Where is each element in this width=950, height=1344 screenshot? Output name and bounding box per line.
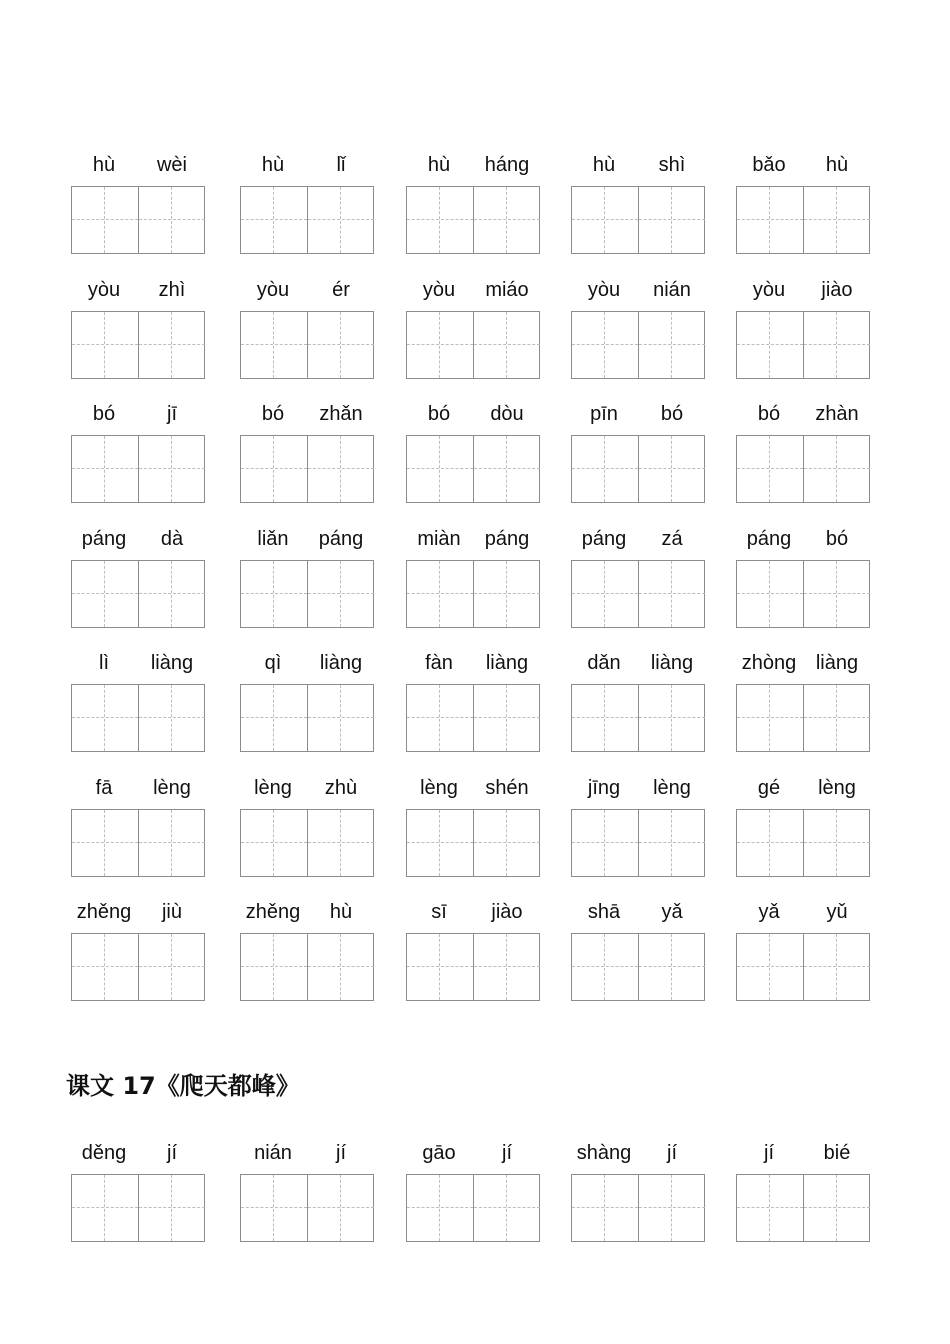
tianzige-cell[interactable] (473, 436, 540, 502)
tianzige-cell[interactable] (803, 685, 870, 751)
pinyin-word-item (240, 527, 376, 617)
pinyin-syllable: shén (485, 777, 529, 799)
lesson-title: 课文 17《爬天都峰》 (66, 1072, 300, 1100)
tianzige-cell[interactable] (737, 187, 803, 253)
writing-grid (406, 435, 540, 503)
tianzige-cell[interactable] (473, 934, 540, 1000)
writing-grid (571, 684, 705, 752)
pinyin-syllable: jí (502, 1142, 512, 1164)
tianzige-cell[interactable] (572, 934, 638, 1000)
pinyin-syllable: bó (261, 403, 285, 425)
writing-grid (736, 809, 870, 877)
pinyin-word-item (240, 776, 376, 866)
pinyin-word-item (571, 527, 707, 617)
writing-grid (571, 809, 705, 877)
tianzige-cell[interactable] (737, 685, 803, 751)
writing-grid (736, 435, 870, 503)
tianzige-cell[interactable] (737, 312, 803, 378)
pinyin-word-item (736, 402, 872, 492)
tianzige-cell[interactable] (138, 1175, 205, 1241)
tianzige-cell[interactable] (138, 187, 205, 253)
writing-grid (571, 1174, 705, 1242)
pinyin-syllable: yòu (87, 279, 121, 301)
pinyin-syllable: jiù (161, 901, 182, 923)
tianzige-cell[interactable] (803, 187, 870, 253)
tianzige-cell[interactable] (572, 561, 638, 627)
pinyin-syllable: yǔ (826, 901, 848, 923)
pinyin-syllable: miáo (485, 279, 529, 301)
pinyin-syllable: yòu (422, 279, 456, 301)
pinyin-word-item (736, 278, 872, 368)
tianzige-cell[interactable] (572, 312, 638, 378)
tianzige-cell[interactable] (241, 561, 307, 627)
tianzige-cell[interactable] (241, 1175, 307, 1241)
writing-grid (240, 560, 374, 628)
pinyin-syllable: liǎn (257, 528, 289, 550)
pinyin-word-item (571, 402, 707, 492)
pinyin-syllable: hù (329, 901, 353, 923)
writing-grid (406, 560, 540, 628)
pinyin-syllable: liàng (485, 652, 529, 674)
tianzige-cell[interactable] (241, 934, 307, 1000)
tianzige-cell[interactable] (407, 312, 473, 378)
tianzige-cell[interactable] (803, 1175, 870, 1241)
tianzige-cell[interactable] (138, 934, 205, 1000)
tianzige-cell[interactable] (737, 561, 803, 627)
pinyin-syllable: nián (653, 279, 691, 301)
writing-grid (71, 1174, 205, 1242)
pinyin-syllable: miàn (417, 528, 461, 550)
tianzige-cell[interactable] (737, 934, 803, 1000)
writing-grid (736, 933, 870, 1001)
tianzige-cell[interactable] (803, 436, 870, 502)
pinyin-syllable: zhǎn (319, 403, 363, 425)
pinyin-syllable: děng (81, 1142, 127, 1164)
pinyin-word-item (571, 153, 707, 243)
pinyin-syllable: liàng (650, 652, 694, 674)
tianzige-cell[interactable] (138, 561, 205, 627)
pinyin-word-item (571, 1141, 707, 1231)
pinyin-syllable: wèi (156, 154, 187, 176)
pinyin-word-item (71, 402, 207, 492)
writing-grid (71, 311, 205, 379)
tianzige-cell[interactable] (473, 685, 540, 751)
pinyin-word-item (71, 651, 207, 741)
pinyin-syllable: pīn (590, 403, 618, 425)
tianzige-cell[interactable] (473, 312, 540, 378)
tianzige-cell[interactable] (72, 436, 138, 502)
pinyin-word-item (240, 278, 376, 368)
tianzige-cell[interactable] (473, 561, 540, 627)
writing-grid (571, 933, 705, 1001)
pinyin-syllable: liàng (319, 652, 363, 674)
tianzige-cell[interactable] (241, 685, 307, 751)
writing-grid (71, 809, 205, 877)
writing-grid (71, 435, 205, 503)
tianzige-cell[interactable] (72, 561, 138, 627)
tianzige-cell[interactable] (572, 810, 638, 876)
word-row (0, 153, 950, 243)
writing-grid (571, 560, 705, 628)
writing-grid (571, 311, 705, 379)
pinyin-word-item (240, 153, 376, 243)
writing-grid (571, 435, 705, 503)
pinyin-word-item (736, 776, 872, 866)
tianzige-cell[interactable] (307, 312, 374, 378)
tianzige-cell[interactable] (138, 312, 205, 378)
pinyin-word-item (71, 278, 207, 368)
pinyin-syllable: lǐ (336, 154, 346, 176)
pinyin-syllable: páng (318, 528, 364, 550)
writing-grid (406, 809, 540, 877)
word-row (0, 776, 950, 866)
writing-grid (406, 933, 540, 1001)
tianzige-cell[interactable] (241, 312, 307, 378)
pinyin-syllable: jiào (821, 279, 853, 301)
tianzige-cell[interactable] (638, 561, 705, 627)
word-row (0, 900, 950, 990)
tianzige-cell[interactable] (638, 810, 705, 876)
pinyin-syllable: jí (167, 1142, 177, 1164)
pinyin-syllable: ér (332, 279, 350, 301)
tianzige-cell[interactable] (72, 685, 138, 751)
pinyin-syllable: yǎ (758, 901, 780, 923)
writing-grid (240, 435, 374, 503)
pinyin-syllable: páng (81, 528, 127, 550)
pinyin-syllable: gāo (422, 1142, 456, 1164)
pinyin-syllable: fàn (425, 652, 453, 674)
pinyin-word-item (571, 900, 707, 990)
pinyin-syllable: bó (660, 403, 684, 425)
pinyin-syllable: shā (587, 901, 621, 923)
pinyin-syllable: jiào (491, 901, 523, 923)
tianzige-cell[interactable] (803, 934, 870, 1000)
pinyin-syllable: gé (757, 777, 781, 799)
pinyin-word-item (736, 651, 872, 741)
pinyin-word-item (240, 651, 376, 741)
pinyin-word-item (71, 900, 207, 990)
pinyin-syllable: sī (431, 901, 447, 923)
pinyin-syllable: zhì (158, 279, 186, 301)
pinyin-word-item (240, 900, 376, 990)
pinyin-word-item (736, 900, 872, 990)
pinyin-syllable: dǎn (587, 652, 621, 674)
pinyin-word-item (406, 651, 542, 741)
pinyin-word-item (71, 153, 207, 243)
word-row (0, 651, 950, 741)
pinyin-syllable: zhěng (76, 901, 132, 923)
tianzige-cell[interactable] (241, 436, 307, 502)
tianzige-cell[interactable] (638, 685, 705, 751)
pinyin-word-item (571, 278, 707, 368)
pinyin-syllable: shì (658, 154, 686, 176)
writing-grid (71, 684, 205, 752)
tianzige-cell[interactable] (307, 187, 374, 253)
pinyin-syllable: zhěng (245, 901, 301, 923)
word-row (0, 527, 950, 617)
writing-grid (736, 560, 870, 628)
pinyin-syllable: páng (746, 528, 792, 550)
pinyin-syllable: hù (592, 154, 616, 176)
tianzige-cell[interactable] (72, 810, 138, 876)
writing-grid (71, 186, 205, 254)
pinyin-syllable: bó (825, 528, 849, 550)
pinyin-syllable: liàng (815, 652, 859, 674)
pinyin-syllable: hù (261, 154, 285, 176)
pinyin-word-item (240, 402, 376, 492)
pinyin-syllable: jīng (587, 777, 621, 799)
pinyin-syllable: bié (823, 1142, 851, 1164)
tianzige-cell[interactable] (138, 685, 205, 751)
tianzige-cell[interactable] (72, 1175, 138, 1241)
pinyin-syllable: lì (99, 652, 109, 674)
pinyin-word-item (406, 402, 542, 492)
word-row (0, 1141, 950, 1231)
tianzige-cell[interactable] (407, 934, 473, 1000)
tianzige-cell[interactable] (307, 1175, 374, 1241)
writing-grid (571, 186, 705, 254)
writing-grid (406, 1174, 540, 1242)
tianzige-cell[interactable] (473, 187, 540, 253)
writing-grid (71, 933, 205, 1001)
pinyin-syllable: háng (484, 154, 530, 176)
pinyin-word-item (406, 900, 542, 990)
pinyin-syllable: qì (264, 652, 282, 674)
pinyin-syllable: nián (254, 1142, 292, 1164)
tianzige-cell[interactable] (307, 436, 374, 502)
pinyin-syllable: bó (757, 403, 781, 425)
tianzige-cell[interactable] (407, 561, 473, 627)
pinyin-word-item (71, 776, 207, 866)
pinyin-syllable: dà (160, 528, 184, 550)
pinyin-word-item (240, 1141, 376, 1231)
writing-grid (736, 311, 870, 379)
pinyin-syllable: zhòng (741, 652, 797, 674)
tianzige-cell[interactable] (572, 187, 638, 253)
pinyin-syllable: zhù (324, 777, 358, 799)
pinyin-syllable: lèng (653, 777, 691, 799)
pinyin-word-item (406, 278, 542, 368)
pinyin-syllable: hù (825, 154, 849, 176)
tianzige-cell[interactable] (307, 810, 374, 876)
pinyin-syllable: lèng (420, 777, 458, 799)
writing-grid (240, 809, 374, 877)
pinyin-word-item (571, 651, 707, 741)
pinyin-syllable: yòu (752, 279, 786, 301)
pinyin-word-item (736, 153, 872, 243)
word-row (0, 278, 950, 368)
tianzige-cell[interactable] (803, 312, 870, 378)
pinyin-word-item (406, 527, 542, 617)
pinyin-word-item (736, 1141, 872, 1231)
tianzige-cell[interactable] (407, 436, 473, 502)
pinyin-word-item (571, 776, 707, 866)
pinyin-syllable: liàng (150, 652, 194, 674)
writing-grid (240, 186, 374, 254)
tianzige-cell[interactable] (72, 187, 138, 253)
pinyin-syllable: jī (167, 403, 177, 425)
pinyin-syllable: jí (764, 1142, 774, 1164)
tianzige-cell[interactable] (407, 810, 473, 876)
writing-grid (71, 560, 205, 628)
pinyin-syllable: lèng (153, 777, 191, 799)
pinyin-syllable: zhàn (815, 403, 859, 425)
tianzige-cell[interactable] (241, 187, 307, 253)
pinyin-word-item (406, 776, 542, 866)
writing-grid (240, 684, 374, 752)
pinyin-word-item (736, 527, 872, 617)
writing-grid (736, 186, 870, 254)
tianzige-cell[interactable] (72, 312, 138, 378)
pinyin-syllable: páng (484, 528, 530, 550)
pinyin-syllable: páng (581, 528, 627, 550)
pinyin-syllable: lèng (254, 777, 292, 799)
tianzige-cell[interactable] (138, 436, 205, 502)
tianzige-cell[interactable] (572, 685, 638, 751)
writing-grid (240, 1174, 374, 1242)
pinyin-syllable: bǎo (752, 154, 786, 176)
tianzige-cell[interactable] (407, 685, 473, 751)
pinyin-syllable: bó (427, 403, 451, 425)
tianzige-cell[interactable] (241, 810, 307, 876)
pinyin-syllable: jí (336, 1142, 346, 1164)
tianzige-cell[interactable] (737, 810, 803, 876)
tianzige-cell[interactable] (737, 1175, 803, 1241)
tianzige-cell[interactable] (638, 934, 705, 1000)
tianzige-cell[interactable] (473, 810, 540, 876)
tianzige-cell[interactable] (638, 187, 705, 253)
pinyin-syllable: hù (427, 154, 451, 176)
writing-grid (240, 933, 374, 1001)
tianzige-cell[interactable] (803, 561, 870, 627)
pinyin-word-item (406, 153, 542, 243)
pinyin-syllable: yòu (256, 279, 290, 301)
writing-grid (406, 311, 540, 379)
pinyin-word-item (71, 1141, 207, 1231)
writing-grid (406, 684, 540, 752)
tianzige-cell[interactable] (638, 1175, 705, 1241)
tianzige-cell[interactable] (638, 312, 705, 378)
writing-grid (736, 1174, 870, 1242)
writing-grid (406, 186, 540, 254)
pinyin-syllable: yòu (587, 279, 621, 301)
pinyin-syllable: fā (95, 777, 113, 799)
pinyin-syllable: shàng (576, 1142, 632, 1164)
pinyin-syllable: hù (92, 154, 116, 176)
tianzige-cell[interactable] (572, 1175, 638, 1241)
tianzige-cell[interactable] (407, 187, 473, 253)
pinyin-syllable: dòu (490, 403, 524, 425)
word-row (0, 402, 950, 492)
tianzige-cell[interactable] (407, 1175, 473, 1241)
writing-grid (736, 684, 870, 752)
pinyin-syllable: lèng (818, 777, 856, 799)
pinyin-syllable: zá (661, 528, 683, 550)
tianzige-cell[interactable] (803, 810, 870, 876)
tianzige-cell[interactable] (638, 436, 705, 502)
tianzige-cell[interactable] (307, 934, 374, 1000)
tianzige-cell[interactable] (473, 1175, 540, 1241)
tianzige-cell[interactable] (737, 436, 803, 502)
tianzige-cell[interactable] (572, 436, 638, 502)
pinyin-syllable: jí (667, 1142, 677, 1164)
writing-grid (240, 311, 374, 379)
tianzige-cell[interactable] (138, 810, 205, 876)
tianzige-cell[interactable] (307, 561, 374, 627)
pinyin-syllable: bó (92, 403, 116, 425)
pinyin-word-item (71, 527, 207, 617)
pinyin-word-item (406, 1141, 542, 1231)
pinyin-syllable: yǎ (661, 901, 683, 923)
tianzige-cell[interactable] (307, 685, 374, 751)
tianzige-cell[interactable] (72, 934, 138, 1000)
